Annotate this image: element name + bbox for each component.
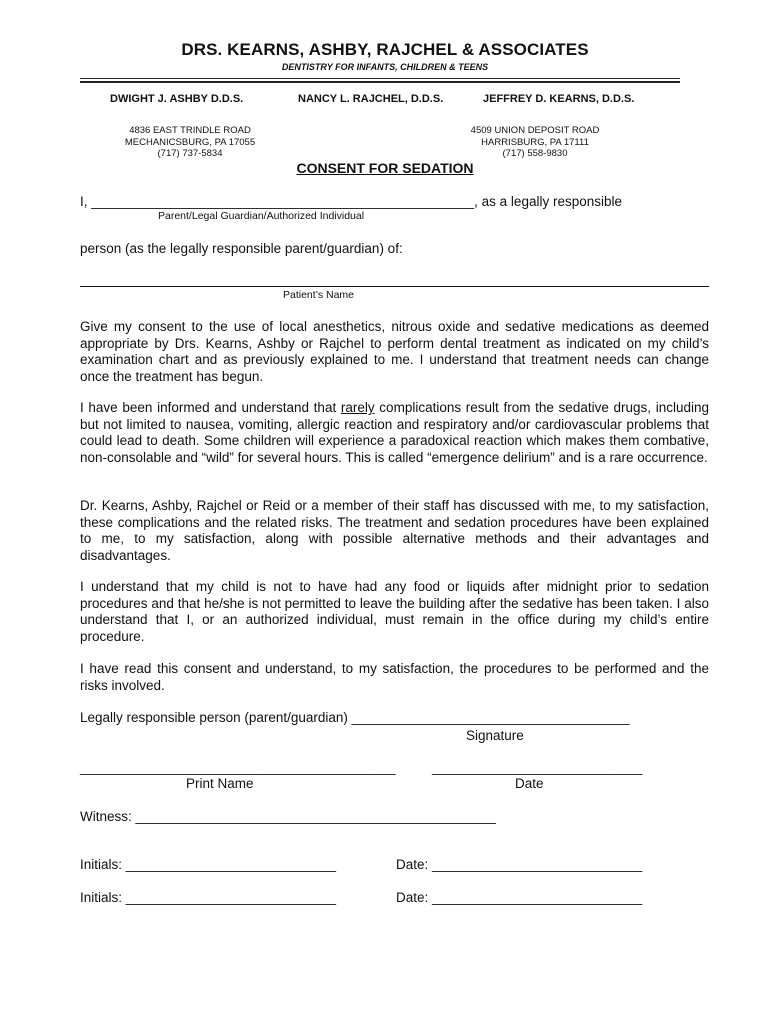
address-line: 4836 EAST TRINDLE ROAD	[129, 125, 251, 136]
consent-paragraph-4: I understand that my child is not to have had any food or liquids after midnight prior to sedation procedures and that he/she is not permitted to leave the building after the sedative has been taken. I also understand that I, or an authorized individual, must remain in the office during my child’s entire procedure.	[80, 579, 709, 644]
form-title-text: CONSENT FOR SEDATION	[296, 160, 474, 176]
doctor-name-ashby: DWIGHT J. ASHBY D.D.S.	[110, 93, 244, 105]
patient-name-label: Patient’s Name	[283, 289, 355, 301]
address-line: HARRISBURG, PA 17111	[481, 136, 589, 148]
print-name-label: Print Name	[186, 776, 254, 791]
guardian-name-field[interactable]: I, ___________________________________________________, as a legally responsible	[80, 194, 622, 209]
consent-paragraph-1: Give my consent to the use of local anesthetics, nitrous oxide and sedative medications as deemed appropriate by Drs. Kearns, Ashby or Rajchel to perform dental treatment as indicated on my child’s examination chart and as previously explained to me. I understand that treatment needs can change once the treatment has begun.	[80, 319, 709, 384]
print-name-field[interactable]: __________________________________________	[80, 760, 396, 775]
signature-label: Signature	[466, 728, 524, 743]
consent-paragraph-2	[80, 400, 709, 466]
practice-name: DRS. KEARNS, ASHBY, RAJCHEL & ASSOCIATES	[181, 40, 589, 59]
guardian-field-label: Parent/Legal Guardian/Authorized Individual	[158, 210, 365, 222]
doctor-name-rajchel: NANCY L. RAJCHEL, D.D.S.	[298, 93, 444, 105]
address-line: MECHANICSBURG, PA 17055	[124, 136, 256, 148]
address-harrisburg	[435, 125, 635, 160]
address-mechanicsburg	[90, 125, 290, 160]
form-title	[0, 160, 770, 176]
signature-date-label: Date	[515, 776, 544, 791]
initials-field-2[interactable]: Initials: ____________________________	[80, 890, 336, 905]
header-divider-thick	[80, 81, 680, 83]
header-divider-thin	[80, 78, 680, 79]
guardian-signature-field[interactable]: Legally responsible person (parent/guardian) _____________________________________	[80, 710, 630, 725]
initials-field-1[interactable]: Initials: ____________________________	[80, 857, 336, 872]
person-of-text: person (as the legally responsible parent/guardian) of:	[80, 241, 403, 256]
paragraph-text: I have been informed and understand that	[80, 400, 341, 415]
initials-date-field-1[interactable]: Date: ____________________________	[396, 857, 643, 872]
doctor-name-kearns: JEFFREY D. KEARNS, D.D.S.	[483, 93, 635, 105]
phone-number: (717) 737-5834	[157, 148, 223, 159]
witness-field[interactable]: Witness: ________________________________________________	[80, 809, 496, 824]
practice-tagline: DENTISTRY FOR INFANTS, CHILDREN & TEENS	[281, 62, 489, 72]
initials-date-field-2[interactable]: Date: ____________________________	[396, 890, 643, 905]
signature-date-field[interactable]: ____________________________	[432, 760, 643, 775]
phone-number: (717) 558-9830	[502, 148, 568, 159]
address-line: 4509 UNION DEPOSIT ROAD	[470, 125, 600, 136]
emphasis-rarely: rarely	[340, 400, 375, 415]
consent-paragraph-3: Dr. Kearns, Ashby, Rajchel or Reid or a member of their staff has discussed with me, to my satisfaction, these complications and the related risks. The treatment and sedation procedures have been explained to me, to my satisfaction, along with possible alternative methods and their advantages and disadvantages.	[80, 498, 709, 563]
consent-paragraph-5: I have read this consent and understand, to my satisfaction, the procedures to be performed and the risks involved.	[80, 661, 709, 693]
patient-name-field[interactable]	[80, 286, 709, 287]
paragraph-text: complications result from the sedative drugs, including but not limited to nausea, vomiting, allergic reaction and respiratory and/or cardiovascular problems that could lead to death. Some children will experience a paradoxical reaction which makes them combative, non-consolable and “wild” for several hours. This is called “emergence delirium” and is a rare occurrence.	[80, 400, 709, 465]
